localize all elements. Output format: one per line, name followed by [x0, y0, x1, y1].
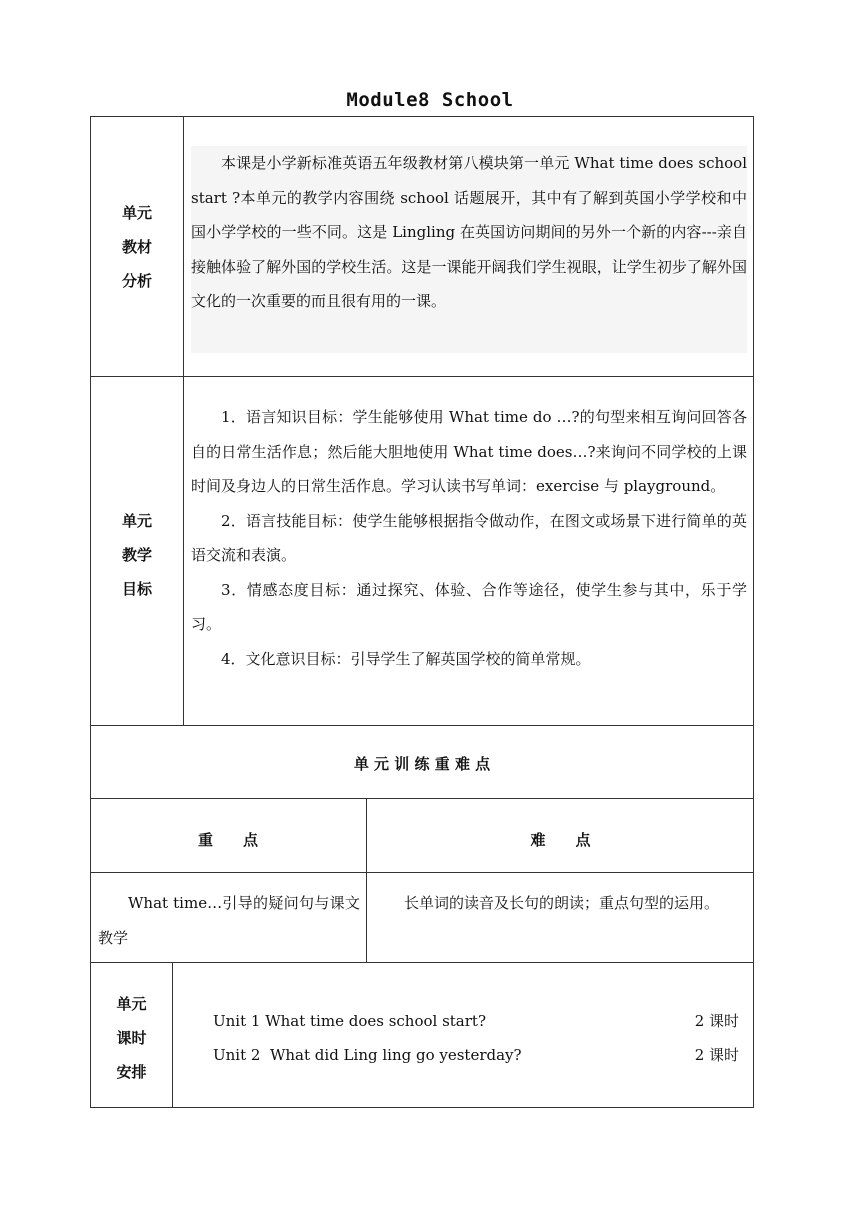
analysis-label-line-3: 分析 — [121, 272, 152, 290]
objective-item: 4．文化意识目标：引导学生了解英国学校的简单常规。 — [221, 649, 591, 668]
objectives-label-line-3: 目标 — [121, 580, 152, 598]
schedule-hours: 2 课时 — [694, 1012, 739, 1030]
analysis-label-line-2: 教材 — [121, 238, 152, 256]
objectives-label-line-1: 单元 — [121, 512, 152, 530]
objectives-list — [191, 400, 747, 676]
objective-item: 2．语言技能目标：使学生能够根据指令做动作，在图文或场景下进行简单的英语交流和表演。 — [191, 511, 747, 564]
objectives-label-line-2: 教学 — [121, 546, 152, 564]
analysis-divider — [183, 116, 184, 377]
schedule-unit: Unit 1 What time does school start? — [213, 1012, 486, 1030]
schedule-label-line-1: 单元 — [116, 995, 147, 1013]
key-point-label: 重 点 — [197, 831, 258, 849]
schedule-item — [213, 1004, 739, 1038]
objectives-divider — [183, 376, 184, 726]
schedule-divider — [172, 962, 173, 1108]
objective-item: 3．情感态度目标：通过探究、体验、合作等途径，使学生参与其中，乐于学习。 — [191, 580, 747, 633]
analysis-text: 本课是小学新标准英语五年级教材第八模块第一单元 What time does school start ?本单元的教学内容围绕 school 话题展开，其中有了解到英国小学学校和中国小学学校的一些不同。这是 Lingling 在英国访问期间的另外一个新的内容---亲自接触体验了解外国的学校生活。这是一课能开阔我们学生视眼，让学生初步了解外国文化的一次重要的而且很有用的一课。 — [191, 146, 747, 353]
schedule-unit: Unit 2 What did Ling ling go yesterday? — [213, 1046, 522, 1064]
schedule-label-line-3: 安排 — [116, 1063, 147, 1081]
key-point-text: What time…引导的疑问句与课文教学 — [98, 894, 360, 947]
difficult-point-label: 难 点 — [530, 831, 591, 849]
difficult-point-text: 长单词的读音及长句的朗读；重点句型的运用。 — [404, 894, 720, 912]
analysis-label-line-1: 单元 — [121, 204, 152, 222]
page-title: Module8 School — [346, 89, 514, 111]
keypoints-heading: 单 元 训 练 重 难 点 — [353, 755, 491, 773]
schedule-list — [213, 1004, 739, 1072]
schedule-label-line-2: 课时 — [116, 1029, 147, 1047]
schedule-item — [213, 1038, 739, 1072]
schedule-hours: 2 课时 — [694, 1046, 739, 1064]
schedule-label — [91, 987, 172, 1089]
objective-item: 1．语言知识目标：学生能够使用 What time do …?的句型来相互询问回答各自的日常生活作息；然后能大胆地使用 What time does…?来询问不同学校的上课时间及身边人的日常生活作息。学习认读书写单词：exercise 与 playground。 — [191, 408, 747, 495]
objectives-label — [91, 504, 183, 606]
analysis-label — [91, 196, 183, 298]
